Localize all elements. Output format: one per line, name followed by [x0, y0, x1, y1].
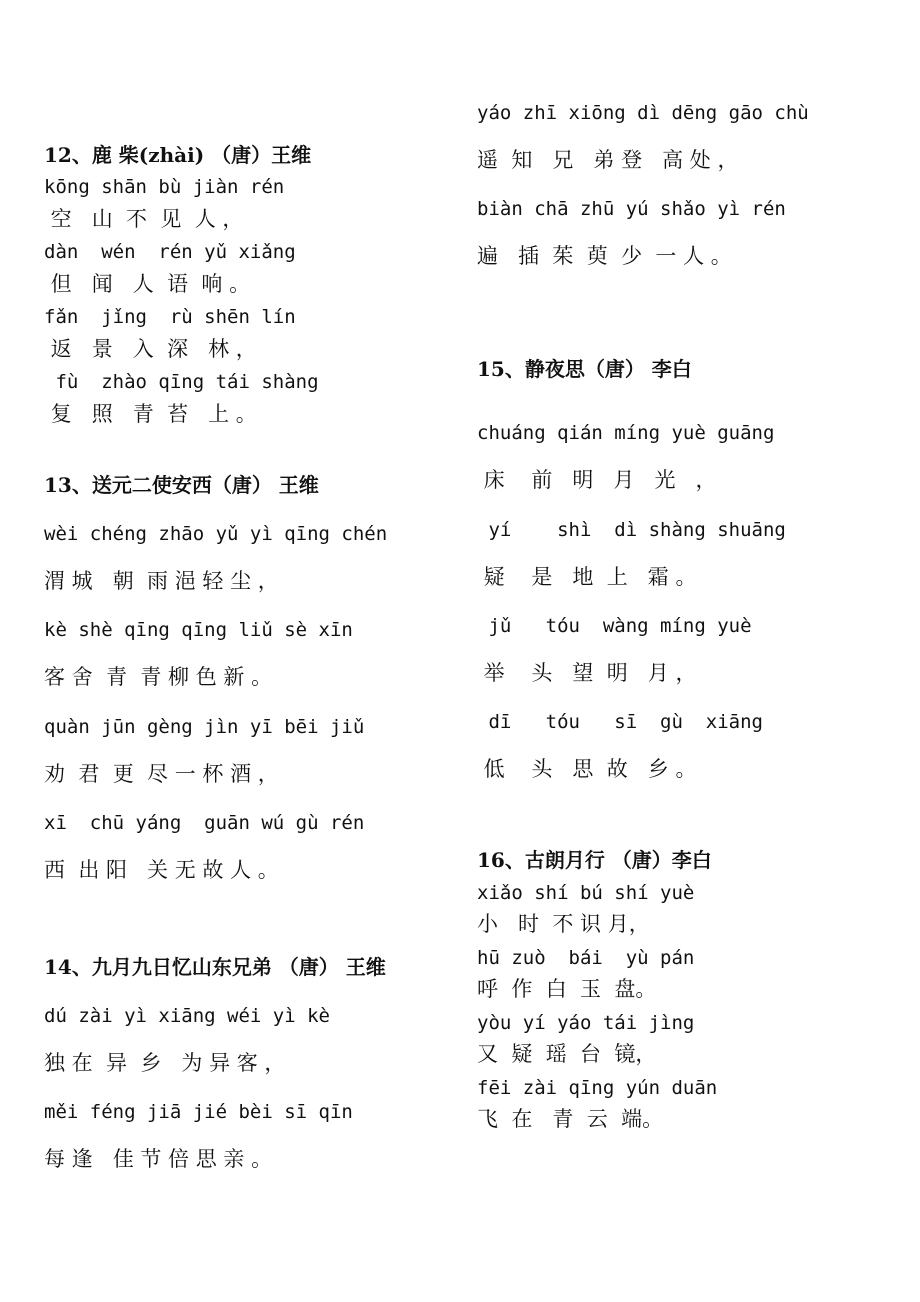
pinyin-line: yí shì dì shàng shuāng [477, 519, 786, 541]
poem-13-title: 13、送元二使安西（唐） 王维 [44, 473, 319, 497]
pinyin-line: wèi chéng zhāo yǔ yì qīng chén [44, 523, 388, 545]
poem-16-title: 16、古朗月行 （唐）李白 [477, 848, 712, 872]
hanzi-line: 小 时 不 识 月， [477, 912, 650, 936]
pinyin-line: jǔ tóu wàng míng yuè [477, 615, 752, 637]
poem-15-title: 15、静夜思（唐） 李白 [477, 357, 692, 381]
hanzi-line: 渭 城 朝 雨 浥 轻 尘 ， [44, 569, 279, 593]
hanzi-line: 飞 在 青 云 端。 [477, 1107, 664, 1131]
hanzi-line: 疑 是 地 上 霜 。 [477, 565, 697, 589]
pinyin-line: quàn jūn gèng jìn yī bēi jiǔ [44, 716, 365, 738]
pinyin-line: yáo zhī xiōng dì dēng gāo chù [477, 102, 809, 124]
pinyin-line: xiǎo shí bú shí yuè [477, 882, 695, 904]
hanzi-line: 返 景 入 深 林 ， [44, 337, 257, 361]
hanzi-line: 但 闻 人 语 响 。 [44, 272, 251, 296]
pinyin-line: fù zhào qīng tái shàng [44, 371, 319, 393]
hanzi-line: 每 逢 佳 节 倍 思 亲 。 [44, 1147, 273, 1171]
pinyin-line: yòu yí yáo tái jìng [477, 1012, 695, 1034]
hanzi-line: 西 出 阳 关 无 故 人 。 [44, 858, 279, 882]
hanzi-line: 遍 插 茱 萸 少 一 人 。 [477, 244, 732, 268]
hanzi-line: 复 照 青 苔 上 。 [44, 402, 257, 426]
pinyin-line: dàn wén rén yǔ xiǎng [44, 241, 296, 263]
hanzi-line: 举 头 望 明 月 ， [477, 661, 697, 685]
hanzi-line: 劝 君 更 尽 一 杯 酒 ， [44, 762, 279, 786]
poem-14-title: 14、九月九日忆山东兄弟 （唐） 王维 [44, 955, 386, 979]
hanzi-line: 又 疑 瑶 台 镜， [477, 1042, 657, 1066]
pinyin-line: chuáng qián míng yuè guāng [477, 422, 775, 444]
poem-12-title: 12、鹿 柴(zhài) （唐）王维 [44, 143, 312, 167]
hanzi-line: 呼 作 白 玉 盘。 [477, 977, 657, 1001]
pinyin-line: kè shè qīng qīng liǔ sè xīn [44, 619, 353, 641]
hanzi-line: 低 头 思 故 乡 。 [477, 757, 697, 781]
pinyin-line: měi féng jiā jié bèi sī qīn [44, 1101, 353, 1123]
pinyin-line: fǎn jǐng rù shēn lín [44, 306, 296, 328]
pinyin-line: dú zài yì xiāng wéi yì kè [44, 1005, 330, 1027]
hanzi-line: 床 前 明 月 光 ， [477, 468, 717, 492]
pinyin-line: xī chū yáng guān wú gù rén [44, 812, 365, 834]
pinyin-line: dī tóu sī gù xiāng [477, 711, 763, 733]
pinyin-line: kōng shān bù jiàn rén [44, 176, 285, 198]
pinyin-line: hū zuò bái yù pán [477, 947, 695, 969]
hanzi-line: 空 山 不 见 人 ， [44, 207, 244, 231]
hanzi-line: 独 在 异 乡 为 异 客 ， [44, 1051, 286, 1075]
pinyin-line: fēi zài qīng yún duān [477, 1077, 718, 1099]
hanzi-line: 遥 知 兄 弟 登 高 处 ， [477, 148, 739, 172]
pinyin-line: biàn chā zhū yú shǎo yì rén [477, 198, 786, 220]
hanzi-line: 客 舍 青 青 柳 色 新 。 [44, 665, 273, 689]
